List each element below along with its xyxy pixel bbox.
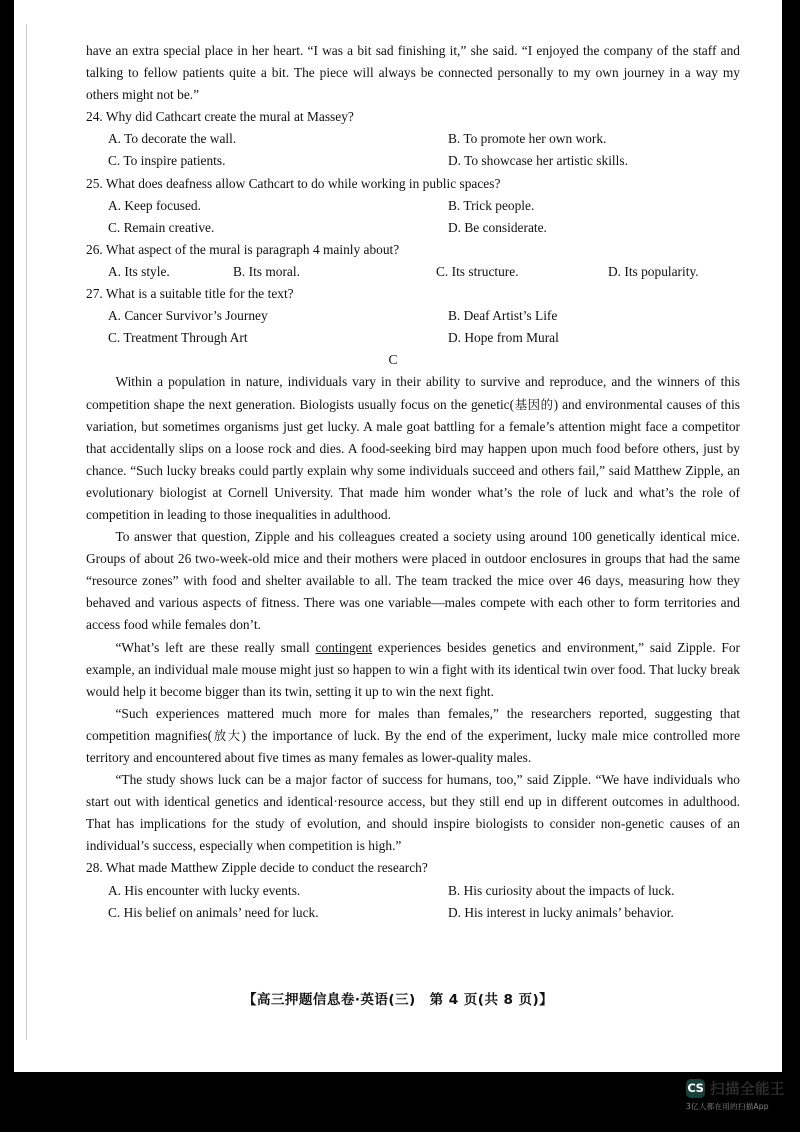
question-27-option-c[interactable]: C. Treatment Through Art [108, 330, 248, 346]
question-25-option-a[interactable]: A. Keep focused. [108, 197, 201, 213]
question-25-options-row-2 [86, 217, 740, 239]
passage-c-p4-part-a: “Such experiences mattered much more for males than females,” the researchers reported, suggesting that competition magnifies( [86, 705, 740, 743]
passage-c-p3-part-b: experiences besides genetics and environment,” said Zipple. For example, an individual male mouse might just so happen to win a fight with its identical twin over food. That lucky break would help it become bigger than its twin, setting it up to win the next fight. [86, 639, 741, 699]
question-26-options-row [86, 261, 740, 283]
question-27-stem: 27. What is a suitable title for the text? [86, 286, 294, 302]
question-24-option-c[interactable]: C. To inspire patients. [108, 153, 226, 169]
question-28-options-row-1 [86, 880, 740, 902]
watermark-subtitle: 3亿人都在用的扫描App [686, 1102, 769, 1111]
margin-rule-line [26, 24, 27, 1040]
question-24-option-a[interactable]: A. To decorate the wall. [108, 131, 237, 147]
question-26-option-a[interactable]: A. Its style. [108, 263, 170, 279]
question-28-option-b[interactable]: B. His curiosity about the impacts of luck. [448, 882, 675, 898]
camscanner-watermark [686, 1078, 790, 1112]
question-28-option-d[interactable]: D. His interest in lucky animals’ behavior. [448, 904, 674, 920]
question-24-options-row-1 [86, 128, 740, 150]
text-column [86, 40, 740, 924]
passage-c-paragraph-2: To answer that question, Zipple and his colleagues created a society using around 100 genetically identical mice. Groups of about 26 two-week-old mice and their mothers were placed in outdoor enclosures in groups that had the same “resource zones” with food and shelter available to all. The team tracked the mice over 46 days, measuring how they behaved and various aspects of fitness. There was one variable—males compete with each other to form territories and access food while females don’t. [86, 529, 740, 633]
question-27-option-d[interactable]: D. Hope from Mural [448, 330, 559, 346]
question-28-option-a[interactable]: A. His encounter with lucky events. [108, 882, 301, 898]
watermark-row [686, 1078, 785, 1099]
question-27-options-row-2 [86, 327, 740, 349]
question-28-stem: 28. What made Matthew Zipple decide to conduct the research? [86, 860, 428, 876]
passage-c-paragraph-4 [86, 703, 740, 769]
passage-c-paragraph-1 [86, 371, 740, 526]
question-25-option-c[interactable]: C. Remain creative. [108, 219, 215, 235]
passage-c-p4-part-b: ) the importance of luck. By the end of the experiment, lucky male mice controlled more territory and encountered about five times as many females as lower-quality males. [86, 727, 741, 765]
question-24-option-b[interactable]: B. To promote her own work. [448, 131, 607, 147]
question-27-option-a[interactable]: A. Cancer Survivor’s Journey [108, 308, 268, 324]
passage-c-paragraph-3 [86, 637, 740, 703]
question-26-option-c[interactable]: C. Its structure. [436, 263, 519, 279]
underlined-word-contingent: contingent [315, 639, 373, 655]
watermark-title: 扫描全能王 [710, 1082, 785, 1098]
question-24-stem: 24. Why did Cathcart create the mural at Massey? [86, 109, 354, 125]
question-28-options-row-2 [86, 902, 740, 924]
question-24-options-row-2 [86, 150, 740, 172]
question-26-stem: 26. What aspect of the mural is paragraph 4 mainly about? [86, 241, 400, 257]
passage-c-paragraph-5: “The study shows luck can be a major factor of success for humans, too,” said Zipple. “We have individuals who start out with identical genetics and identical·resource access, but they still end up in different outcomes in adulthood. That has implications for the study of evolution, and should inspire biologists to consider non-genetic causes of an individual’s success, especially when competition is high.” [86, 772, 740, 854]
question-25-stem: 25. What does deafness allow Cathcart to do while working in public spaces? [86, 175, 501, 191]
camscanner-logo-icon: CS [686, 1079, 705, 1098]
gloss-genetic: 基因的 [514, 396, 554, 412]
question-28-option-c[interactable]: C. His belief on animals’ need for luck. [108, 904, 319, 920]
question-27-option-b[interactable]: B. Deaf Artist’s Life [448, 308, 558, 324]
section-letter-heading: C [388, 352, 398, 368]
question-24-option-d[interactable]: D. To showcase her artistic skills. [448, 153, 628, 169]
question-27-options-row-1 [86, 305, 740, 327]
passage-c-p1-part-a: Within a population in nature, individuals vary in their ability to survive and reproduce, and the winners of this competition shape the next generation. Biologists usually focus on the genetic( [86, 374, 740, 412]
question-26-option-d[interactable]: D. Its popularity. [608, 263, 699, 279]
gloss-magnifies: 放大 [212, 727, 242, 743]
passage-c-p1-part-b: ) and environmental causes of this variation, but sometimes organisms just get lucky. A male goat battling for a female’s attention might face a competitor that accidentally slips on a loose rock and dies. A food-seeking bird may happen upon much food before others, just by chance. “Such lucky breaks could partly explain why some individuals succeed and others fail,” said Matthew Zipple, an evolutionary biologist at Cornell University. That made him wonder what’s the role of luck and what’s the role of competition in leading to those inequalities in adulthood. [86, 396, 740, 522]
scanned-page [14, 0, 782, 1072]
question-25-option-b[interactable]: B. Trick people. [448, 197, 535, 213]
passage-c-p3-part-a: “What’s left are these really small [115, 639, 316, 655]
page-footer: 【高三押题信息卷·英语(三) 第 4 页(共 8 页)】 [242, 992, 554, 1008]
question-25-option-d[interactable]: D. Be considerate. [448, 219, 547, 235]
passage-b-tail-paragraph: have an extra special place in her heart. “I was a bit sad finishing it,” she said. “I enjoyed the company of the staff and talking to fellow patients quite a bit. The piece will always be connected personally to my own journey in a way my others might not be.” [86, 43, 740, 103]
question-26-option-b[interactable]: B. Its moral. [233, 263, 300, 279]
question-25-options-row-1 [86, 195, 740, 217]
